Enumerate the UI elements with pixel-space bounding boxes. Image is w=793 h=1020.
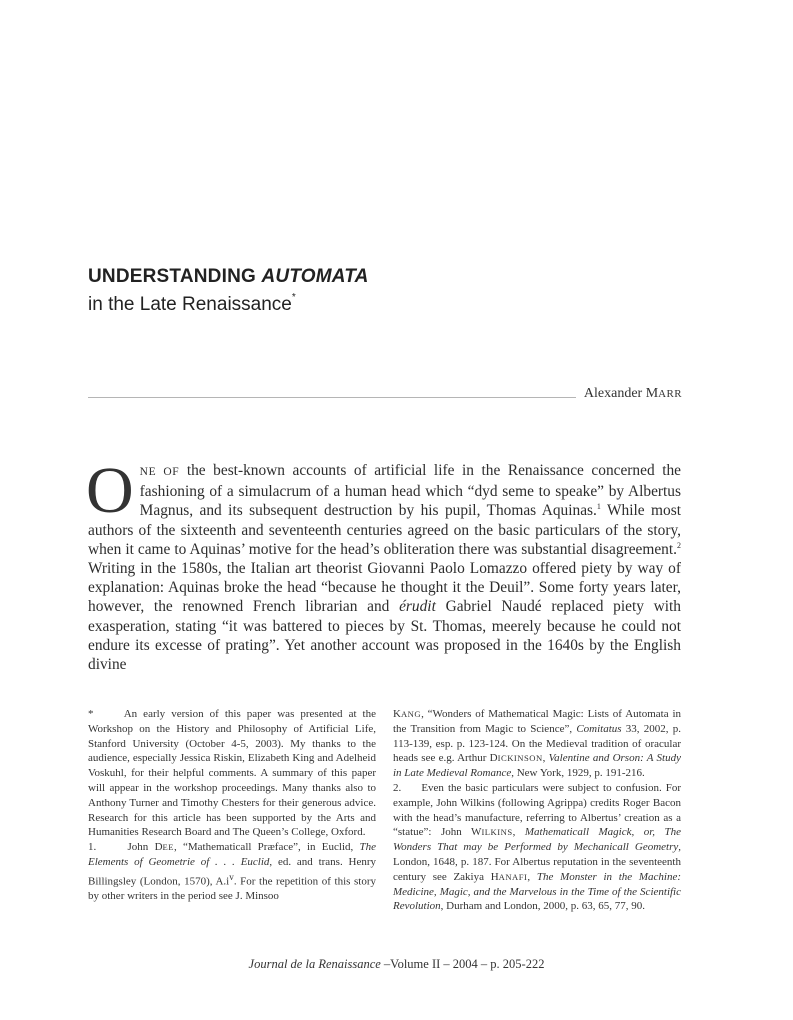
footnote-1-marker: 1.: [88, 841, 97, 854]
fn1-dickinson-initial: D: [489, 752, 498, 765]
footnotes-right-column: [393, 707, 681, 914]
footnote-star-marker: *: [88, 708, 94, 720]
title-footnote-mark: *: [291, 292, 296, 303]
footnote-star-text: An early version of this paper was presented at the Workshop on the History and Philosophy of Artificial Life, Stanford University (October 4-5, 2003). My thanks to the audience, especially Jessica Riskin, Elizabeth King and Adelheid Voskuhl, for their helpful comments. A summary of this paper will appear in the workshop proceedings. Many thanks also to Anthony Turner and Timothy Chesters for their generous advice. Research for this article has been supported by the Arts and Humanities Research Board and The Queen’s College, Oxford.: [88, 708, 376, 839]
fn1-dickinson-rest: ICKINSON: [497, 753, 543, 764]
fn1-text-n: , New York, 1929, p. 191-216.: [511, 767, 645, 780]
footnote-ref-1: 1: [596, 502, 601, 512]
opening-smallcaps: NE OF: [139, 466, 180, 478]
fn2-text-a: Even the basic particulars were subject to confusion. For example, John Wilkins (following Agrippa) credits Roger Bacon with the head’s manufacture, referring to Albertus’ creation as a “statue”: John: [393, 781, 682, 839]
subtitle-text: in the Late Renaissance: [88, 294, 292, 315]
footer-volume-pages: –Volume II – 2004 – p. 205-222: [380, 957, 545, 971]
footnotes-left-column: [88, 707, 376, 904]
fn1-kang-rest: ANG: [400, 709, 422, 719]
fn2-text-i: , Durham and London, 2000, p. 63, 65, 77, 90.: [440, 900, 646, 913]
fn1-text-h: , “Wonders of Mathematical Magic: Lists of Automata in the Transition from Magic to Science”,: [393, 708, 681, 735]
fn1-author-rest: EE: [162, 842, 175, 853]
author-name: [584, 386, 682, 402]
title-italic-word: AUTOMATA: [261, 266, 369, 287]
body-italic-erudit: érudit: [399, 598, 436, 616]
author-first: Alexander: [583, 386, 646, 401]
drop-cap: O: [86, 454, 134, 527]
fn1-text-j: 33, 2002, p. 113-139, esp. p. 123-124. On the Medieval tradition of oracular heads see e.g. Arthur: [393, 722, 682, 765]
fn1-text-a: John: [127, 841, 155, 854]
footnote-ref-2: 2: [677, 540, 681, 550]
article-subtitle: [88, 294, 296, 316]
fn2-text-e: , London, 1648, p. 187. For Albertus reputation in the seventeenth century see Zakiya: [393, 841, 681, 883]
page-footer: [0, 957, 793, 972]
footnote-2: [393, 781, 681, 914]
body-text-2: While most authors of the sixteenth and seventeenth centuries agreed on the basic particulars of the story, when it came to Aquinas’ motive for the head’s obliteration there was substantial disagreement.: [88, 502, 681, 558]
fn1-text-l: ,: [542, 752, 549, 765]
author-rule: [88, 397, 576, 398]
author-last-rest: ARR: [658, 388, 682, 400]
fn1-text-e: , ed. and trans. Henry Billingsley (London, 1570), A.i: [88, 855, 377, 888]
body-text-4: Gabriel Naudé replaced piety with exasperation, stating “it was battered to pieces by St. Thomas, meerely because he could not endure its excesse of prating”. Yet another account was proposed in the 1640s by the English divine: [88, 598, 681, 674]
fn1-sup: v: [229, 871, 234, 882]
fn2-wilkins-rest: ILKINS: [481, 827, 513, 838]
body-paragraph: [86, 454, 681, 674]
fn2-wilkins-initial: W: [471, 826, 482, 839]
fn2-text-g: ,: [527, 870, 537, 883]
fn2-hanafi-rest: ANAFI: [498, 871, 528, 882]
article-title: [88, 266, 369, 288]
fn2-text-c: ,: [512, 826, 525, 839]
footnote-star: [88, 707, 376, 840]
footer-journal-title: Journal de la Renaissance: [248, 957, 381, 971]
fn1-text-c: , “Mathematicall Præface”, in Euclid,: [174, 841, 360, 854]
fn2-italic-monster: The Monster in the Machine: Medicine, Magic, and the Marvelous in the Time of the Scientific Revolution: [393, 870, 681, 913]
title-prefix: UNDERSTANDING: [88, 266, 262, 287]
fn1-italic-comitatus: Comitatus: [576, 722, 622, 735]
body-text-1: the best-known accounts of artificial life in the Renaissance concerned the fashioning of a simulacrum of a human head which “dyd seme to speake” by Albertus Magnus, and its subsequent destruction by his pupil, Thomas Aquinas.: [139, 462, 681, 520]
footnote-1-continued: [393, 707, 681, 781]
fn2-hanafi-initial: H: [490, 870, 499, 883]
footnote-1: [88, 840, 376, 904]
fn1-italic-valentine: Valentine and Orson: A Study in Late Medieval Romance: [393, 752, 681, 780]
fn1-text-f: . For the repetition of this story by other writers in the period see J. Minsoo: [88, 875, 376, 903]
fn1-kang-initial: K: [393, 708, 401, 720]
body-text-3: Writing in the 1580s, the Italian art theorist Giovanni Paolo Lomazzo offered piety by way of explanation: Aquinas broke the head “because he thought it the Deuil”. Some forty years later, however, the renowned French librarian and: [88, 560, 681, 616]
fn1-italic-title: The Elements of Geometrie of . . . Euclid: [88, 841, 377, 868]
author-last-initial: M: [645, 386, 659, 401]
footnote-2-marker: 2.: [393, 781, 402, 794]
fn1-author-initial: D: [154, 841, 163, 854]
fn2-italic-mathematicall: Mathematicall Magick, or, The Wonders That may be Performed by Mechanicall Geometry: [393, 826, 682, 854]
